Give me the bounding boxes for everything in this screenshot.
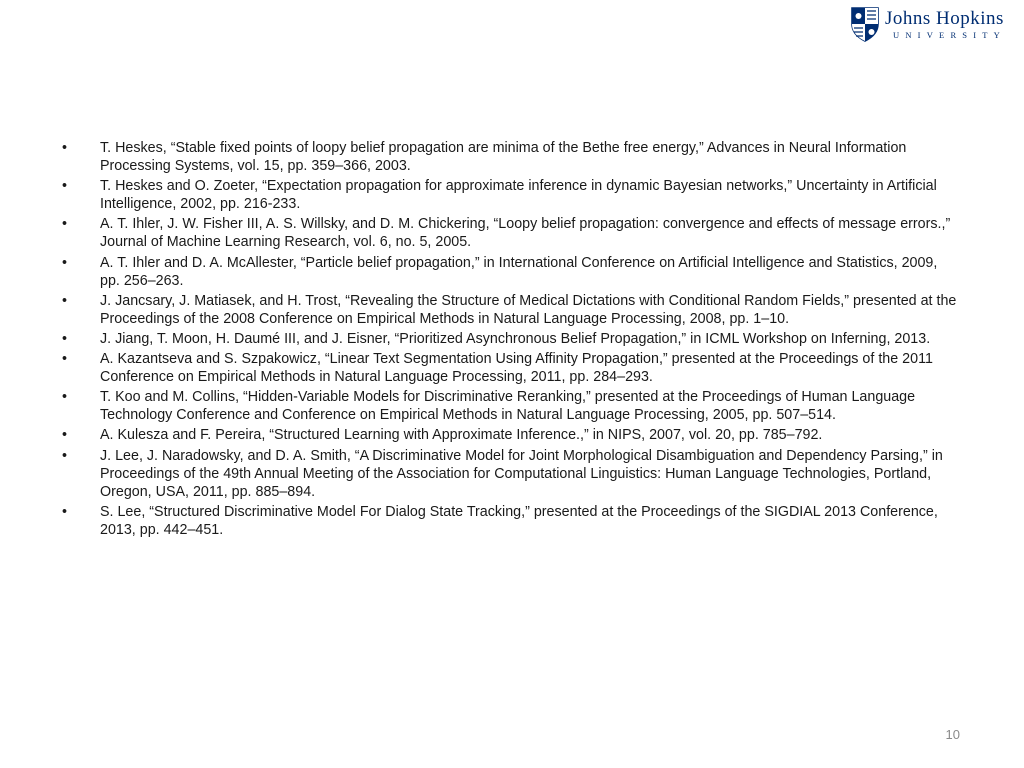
bullet: •: [62, 292, 68, 309]
reference-item: [62, 447, 960, 501]
reference-text: A. Kazantseva and S. Szpakowicz, “Linear Text Segmentation Using Affinity Propagation,” presented at the Proceedings of the 2011 Conference on Empirical Methods in Natural Language Processing, 2011, pp. 284–293.: [100, 351, 933, 386]
bullet: •: [62, 254, 68, 271]
reference-text: A. T. Ihler and D. A. McAllester, “Particle belief propagation,” in International Conference on Artificial Intelligence and Statistics, 2009, pp. 256–263.: [100, 254, 938, 289]
reference-text: J. Jiang, T. Moon, H. Daumé III, and J. Eisner, “Prioritized Asynchronous Belief Propagation,” in ICML Workshop on Inferning, 2013.: [100, 330, 931, 347]
jhu-shield-icon: [850, 6, 880, 42]
reference-item: [62, 350, 960, 386]
bullet: •: [62, 427, 68, 444]
reference-item: [62, 292, 960, 328]
reference-item: [62, 254, 960, 290]
reference-list: [62, 139, 960, 541]
bullet: •: [62, 503, 68, 520]
reference-item: [62, 503, 960, 539]
reference-text: J. Lee, J. Naradowsky, and D. A. Smith, “A Discriminative Model for Joint Morphological Disambiguation and Dependency Parsing,” in Proceedings of the 49th Annual Meeting of the Association for Computational Linguistics: Human Language Technologies, Portland, Oregon, USA, 2011, pp. 885–894.: [100, 447, 943, 500]
reference-item: [62, 215, 960, 251]
university-logo: [850, 6, 1006, 42]
page-number: 10: [945, 727, 960, 742]
logo-subtitle: UNIVERSITY: [893, 29, 1006, 40]
reference-item: [62, 330, 960, 348]
reference-text: T. Heskes, “Stable fixed points of loopy belief propagation are minima of the Bethe free energy,” Advances in Neural Information Processing Systems, vol. 15, pp. 359–366, 2003.: [100, 140, 907, 175]
bullet: •: [62, 330, 68, 347]
bullet: •: [62, 140, 68, 156]
bullet: •: [62, 216, 68, 233]
reference-text: T. Heskes and O. Zoeter, “Expectation propagation for approximate inference in dynamic Bayesian networks,” Uncertainty in Artificial Intelligence, 2002, pp. 216-233.: [100, 178, 937, 213]
reference-text: A. T. Ihler, J. W. Fisher III, A. S. Willsky, and D. M. Chickering, “Loopy belief propagation: convergence and effects of message errors.,” Journal of Machine Learning Research, vol. 6, no. 5, 2005.: [100, 216, 951, 251]
reference-text: S. Lee, “Structured Discriminative Model For Dialog State Tracking,” presented at the Proceedings of the SIGDIAL 2013 Conference, 2013, pp. 442–451.: [100, 503, 938, 538]
reference-item: [62, 388, 960, 424]
reference-text: J. Jancsary, J. Matiasek, and H. Trost, “Revealing the Structure of Medical Dictations with Conditional Random Fields,” presented at the Proceedings of the 2008 Conference on Empirical Methods in Natural Language Processing, 2008, pp. 1–10.: [100, 292, 957, 327]
bullet: •: [62, 351, 68, 368]
reference-item: [62, 139, 960, 175]
reference-text: T. Koo and M. Collins, “Hidden-Variable Models for Discriminative Reranking,” presented at the Proceedings of Human Language Technology Conference and Conference on Empirical Methods in Natural Language Processing, 2005, pp. 507–514.: [100, 389, 916, 424]
bullet: •: [62, 178, 68, 195]
bullet: •: [62, 389, 68, 406]
reference-item: [62, 177, 960, 213]
reference-item: [62, 426, 960, 444]
logo-name: Johns Hopkins: [885, 7, 1004, 29]
logo-text: [885, 9, 1006, 40]
bullet: •: [62, 447, 68, 464]
reference-text: A. Kulesza and F. Pereira, “Structured Learning with Approximate Inference.,” in NIPS, 2007, vol. 20, pp. 785–792.: [100, 427, 823, 444]
